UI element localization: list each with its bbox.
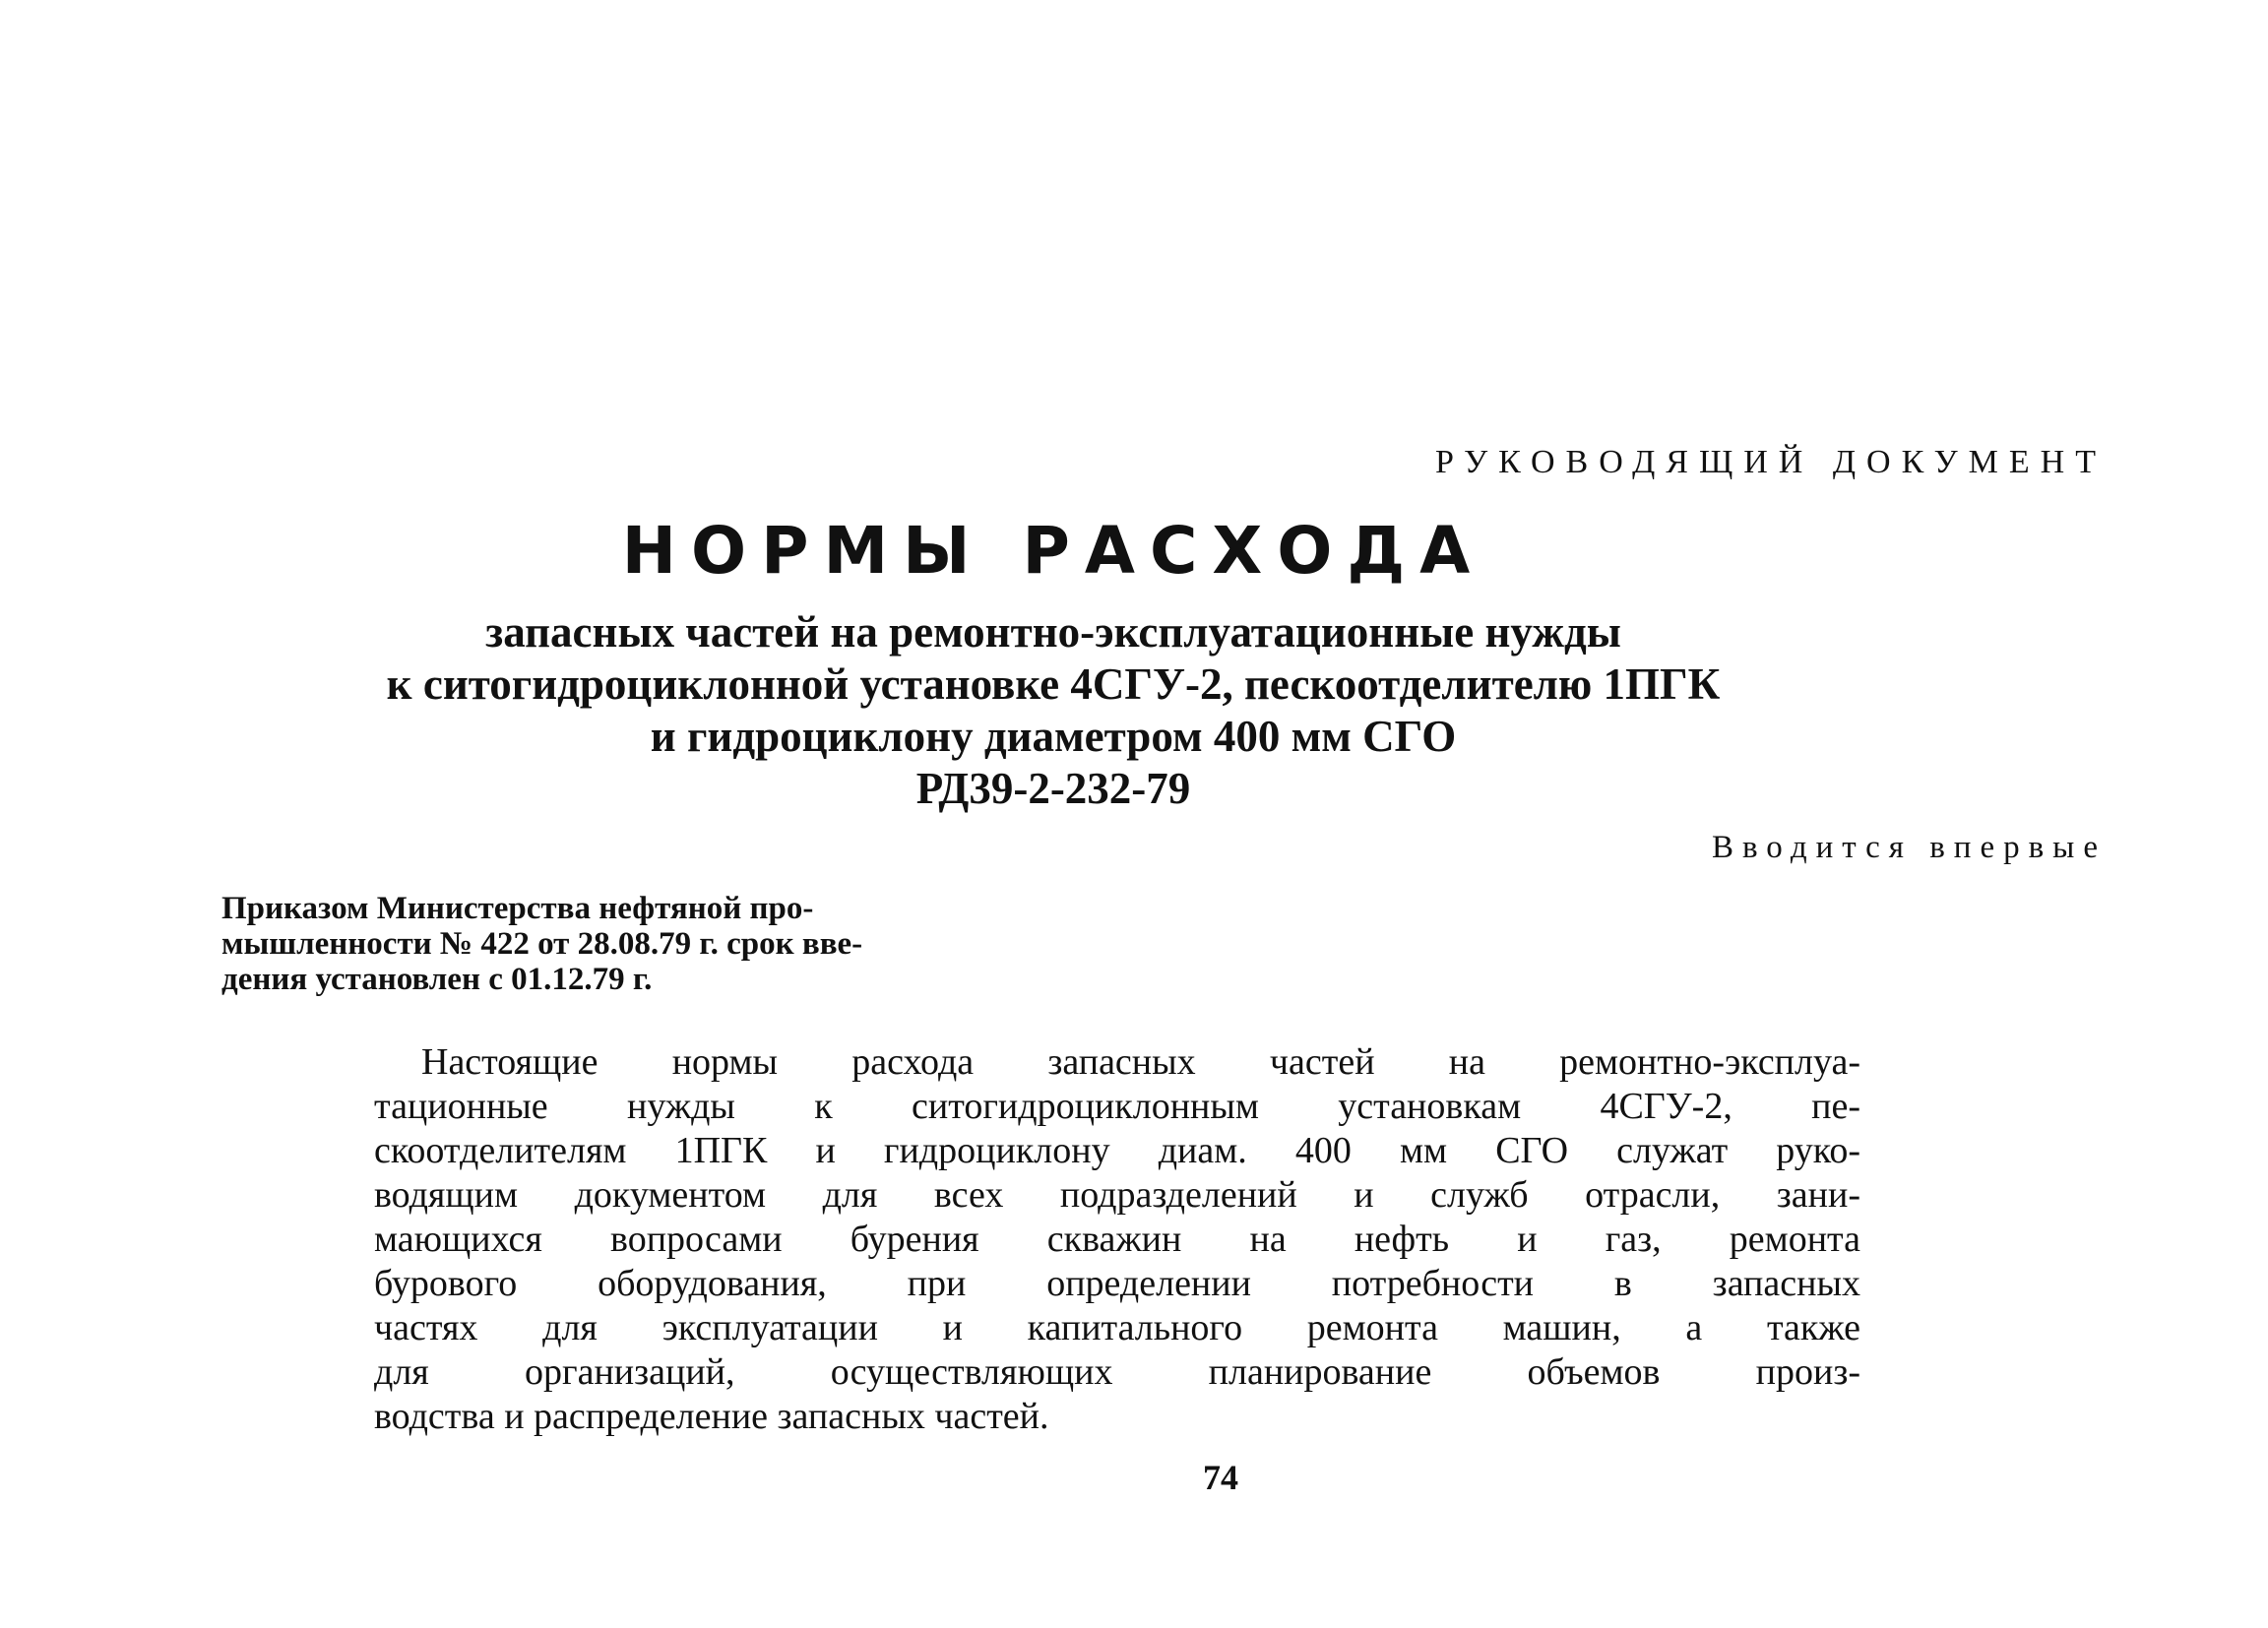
subtitle-line: к ситогидроциклонной установке 4СГУ-2, пескоотделителю 1ПГК (386, 659, 1721, 709)
paragraph-line: частях для эксплуатации и капитального ремонта машин, а также (374, 1307, 1860, 1348)
paragraph-line: водства и распределение запасных частей. (374, 1396, 1049, 1437)
paragraph-line: водящим документом для всех подразделений и служб отрасли, зани- (374, 1174, 1860, 1216)
paragraph-line: бурового оборудования, при определении потребности в запасных (374, 1263, 1860, 1304)
document-type-heading: РУКОВОДЯЩИЙ ДОКУМЕНТ (1435, 444, 2107, 480)
paragraph-line: мающихся вопросами бурения скважин на нефть и газ, ремонта (374, 1219, 1860, 1260)
order-line: Приказом Министерства нефтяной про- (221, 891, 814, 926)
document-code: РД39-2-232-79 (915, 764, 1191, 813)
order-line: дения установлен с 01.12.79 г. (221, 962, 653, 997)
paragraph-line: Настоящие нормы расхода запасных частей на ремонтно-эксплуа- (421, 1041, 1860, 1083)
document-subtitle (256, 606, 1851, 815)
document-title: НОРМЫ РАСХОДА (621, 513, 1485, 589)
body-paragraph (374, 1040, 1860, 1439)
subtitle-line: и гидроциклону диаметром 400 мм СГО (650, 712, 1457, 761)
page-number: 74 (1203, 1458, 1238, 1497)
paragraph-line: скоотделителям 1ПГК и гидроциклону диам. 400 мм СГО служат руко- (374, 1130, 1860, 1171)
subtitle-line: запасных частей на ремонтно-эксплуатационные нужды (485, 607, 1621, 657)
order-line: мышленности № 422 от 28.08.79 г. срок вве- (221, 926, 863, 962)
order-reference (221, 891, 1083, 997)
paragraph-line: тационные нужды к ситогидроциклонным установкам 4СГУ-2, пе- (374, 1086, 1860, 1127)
introduction-note: Вводится впервые (1711, 830, 2107, 865)
paragraph-line: для организаций, осуществляющих планирование объемов произ- (374, 1351, 1860, 1393)
